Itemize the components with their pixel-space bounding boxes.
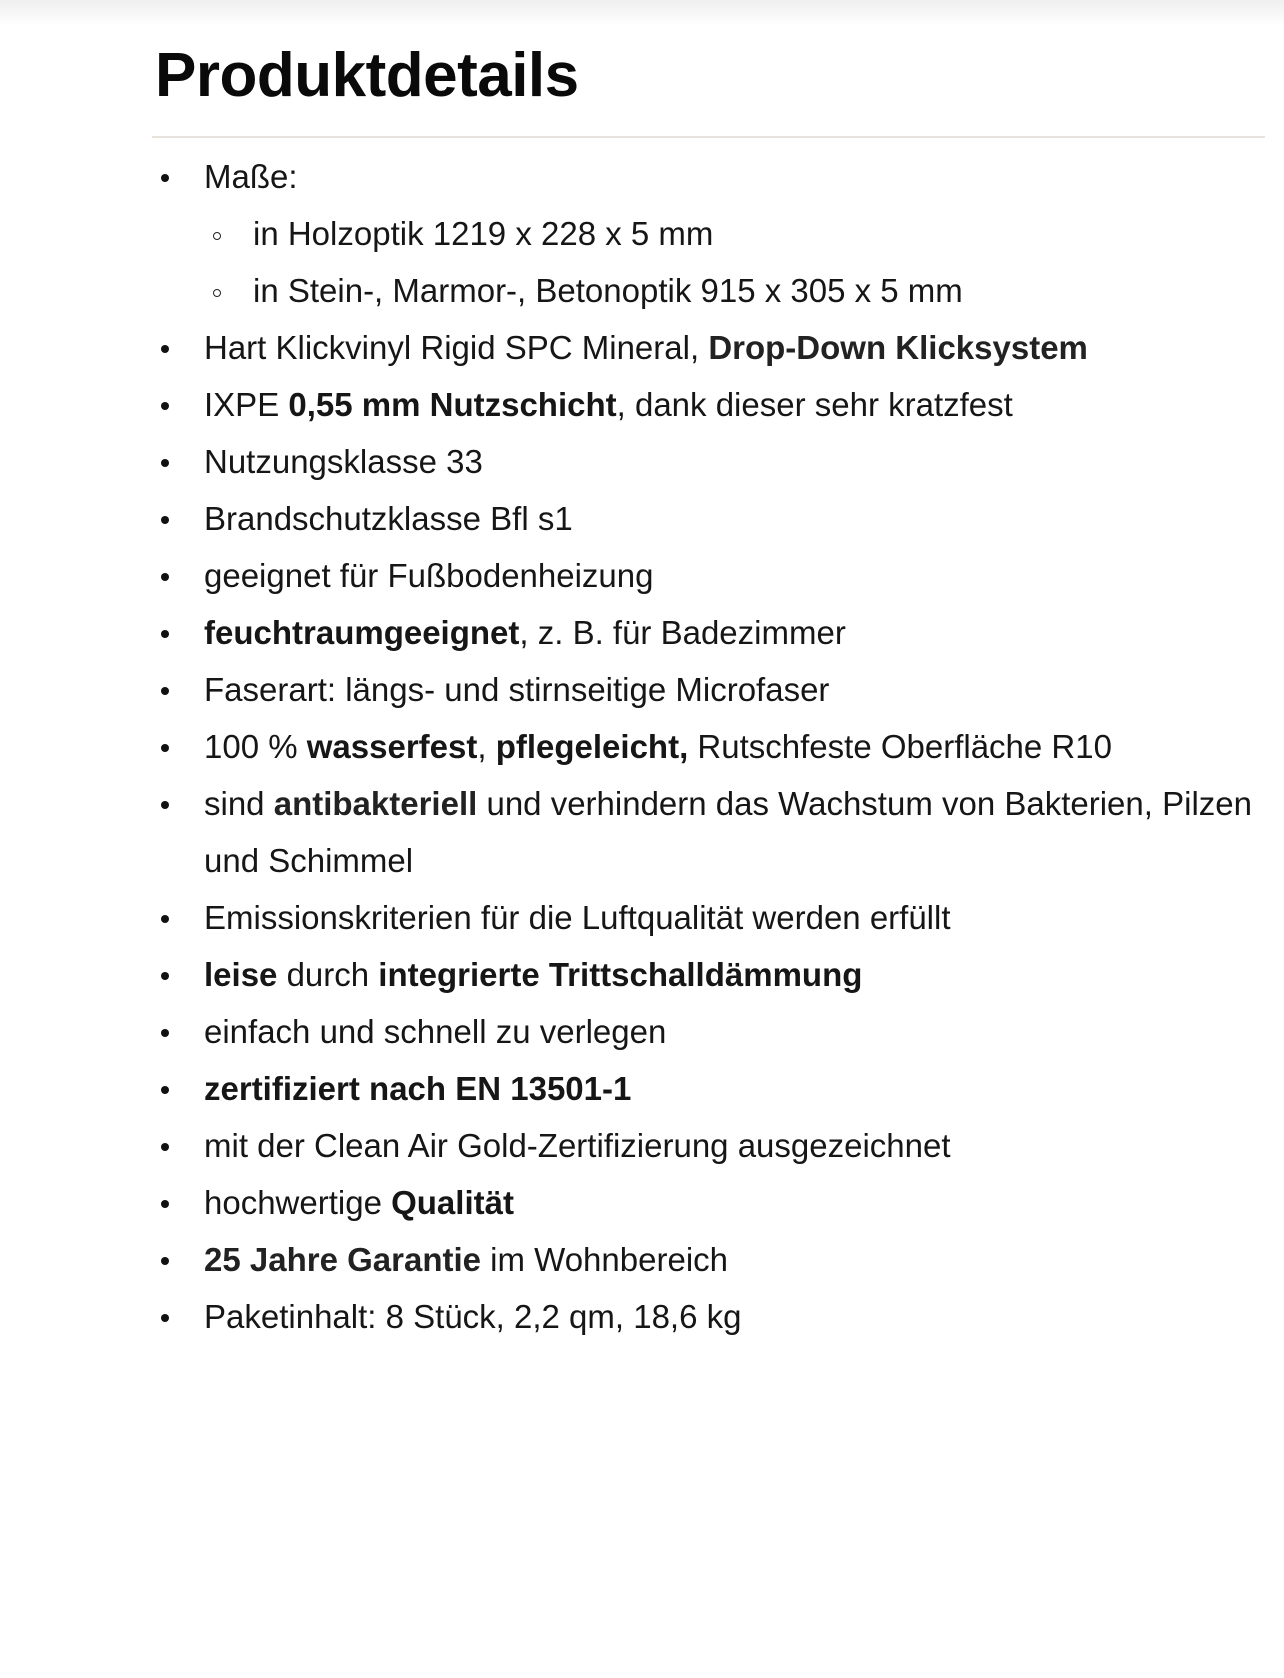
list-item — [152, 718, 1272, 775]
list-item — [152, 433, 1272, 490]
item-text-bold: Qualität — [391, 1184, 514, 1221]
item-text: und verhindern das Wachstum von Bakterien, Pilzen und Schimmel — [204, 785, 1252, 879]
top-shadow — [0, 0, 1284, 26]
list-item — [152, 490, 1272, 547]
list-item — [152, 604, 1272, 661]
list-item — [152, 547, 1272, 604]
item-text-bold: feuchtraumgeeignet — [204, 614, 520, 651]
item-text-bold: leise — [204, 956, 278, 993]
item-text: hochwertige — [204, 1184, 392, 1221]
item-text: Emissionskriterien für die Luftqualität werden erfüllt — [204, 899, 951, 936]
list-item — [152, 661, 1272, 718]
list-item — [152, 889, 1272, 946]
item-text: im Wohnbereich — [481, 1241, 729, 1278]
item-text-bold: 0,55 mm Nutzschicht — [288, 386, 617, 423]
sub-list-item: in Stein-, Marmor-, Betonoptik 915 x 305 x 5 mm — [204, 262, 1272, 319]
list-item — [152, 1003, 1272, 1060]
list-item — [152, 1117, 1272, 1174]
list-item — [152, 1231, 1272, 1288]
item-text-bold: Drop-Down Klicksystem — [708, 329, 1088, 366]
item-text: mit der Clean Air Gold-Zertifizierung ausgezeichnet — [204, 1127, 951, 1164]
sub-list — [204, 205, 1272, 319]
item-text: Rutschfeste Oberfläche R10 — [688, 728, 1112, 765]
item-text: 100 % — [204, 728, 307, 765]
list-item — [152, 148, 1272, 319]
item-text: sind — [204, 785, 274, 822]
list-item — [152, 1060, 1272, 1117]
item-text-bold: antibakteriell — [273, 785, 478, 822]
item-text-bold: 25 Jahre Garantie — [204, 1241, 481, 1278]
item-text: , dank dieser sehr kratzfest — [616, 386, 1013, 423]
item-text: Nutzungsklasse 33 — [204, 443, 483, 480]
item-text: Brandschutzklasse Bfl s1 — [204, 500, 573, 537]
sub-list-item: in Holzoptik 1219 x 228 x 5 mm — [204, 205, 1272, 262]
product-details-list — [152, 148, 1272, 1345]
list-item — [152, 775, 1272, 889]
item-text: , — [477, 728, 496, 765]
item-text: Maße: — [204, 158, 298, 195]
item-text: Faserart: längs- und stirnseitige Microfaser — [204, 671, 830, 708]
page-title: Produktdetails — [155, 41, 579, 110]
list-item — [152, 1174, 1272, 1231]
item-text: Paketinhalt: 8 Stück, 2,2 qm, 18,6 kg — [204, 1298, 742, 1335]
item-text: durch — [277, 956, 379, 993]
item-text: , z. B. für Badezimmer — [519, 614, 846, 651]
item-text-bold: integrierte Trittschalldämmung — [378, 956, 863, 993]
item-text-bold: wasserfest — [306, 728, 478, 765]
item-text: Hart Klickvinyl Rigid SPC Mineral, — [204, 329, 709, 366]
list-item — [152, 1288, 1272, 1345]
divider — [152, 136, 1265, 138]
list-item — [152, 376, 1272, 433]
item-text-bold: pflegeleicht, — [495, 728, 689, 765]
item-text: geeignet für Fußbodenheizung — [204, 557, 654, 594]
item-text: einfach und schnell zu verlegen — [204, 1013, 667, 1050]
item-text: IXPE — [204, 386, 289, 423]
item-text-bold: zertifiziert nach EN 13501-1 — [204, 1070, 632, 1107]
list-item — [152, 946, 1272, 1003]
list-item — [152, 319, 1272, 376]
